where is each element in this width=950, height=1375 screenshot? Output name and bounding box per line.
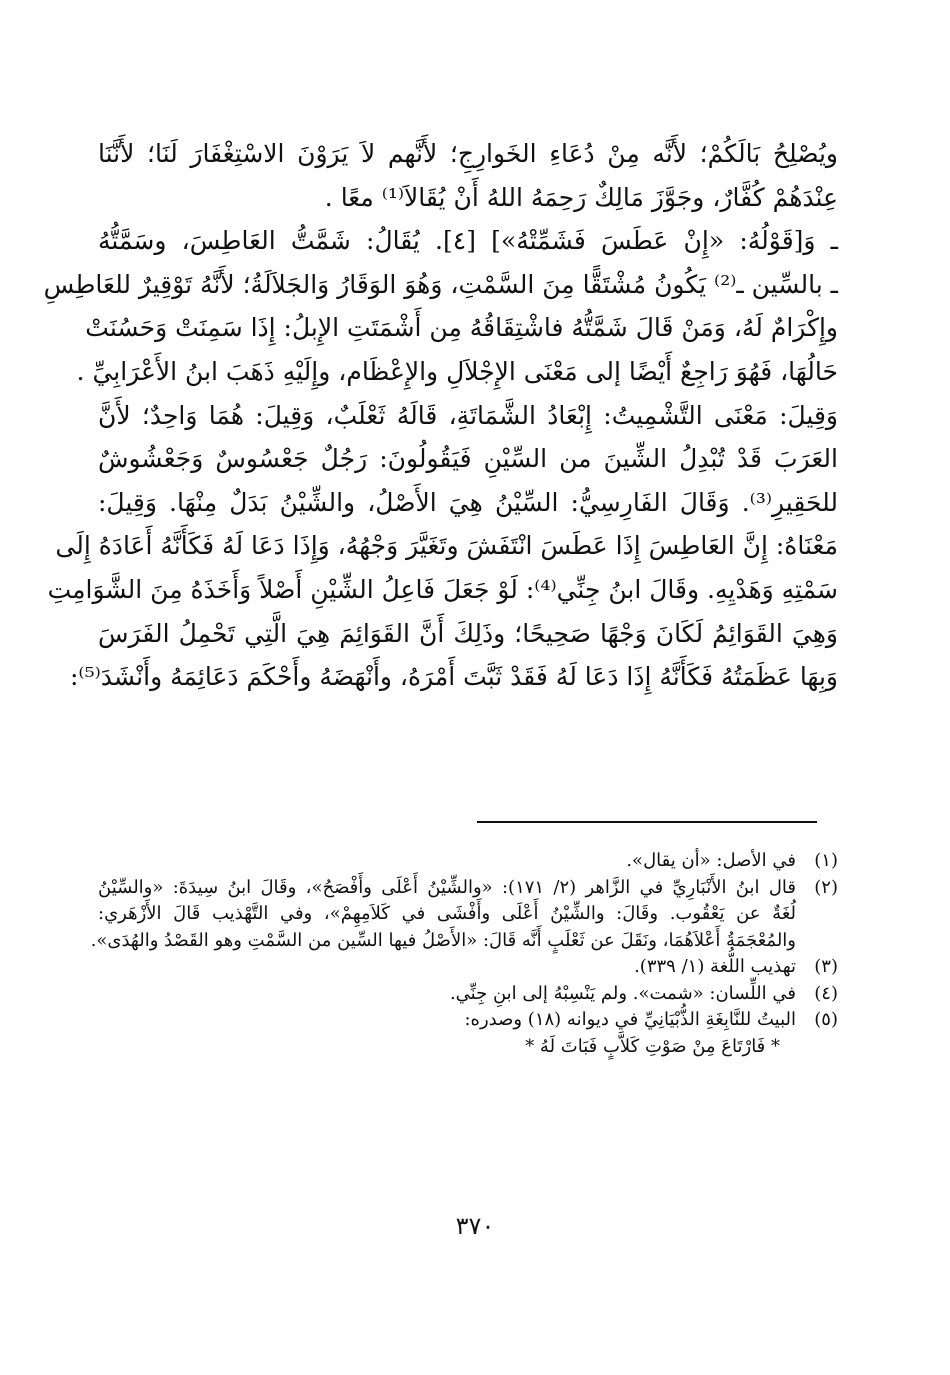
text-line: وَبِهَا عَظَمَتُهُ فَكَأَنَّهُ إِذَا دَعَا لَهُ فَقَدْ ثَبَّتَ أَمْرَهُ، وأَنْهَضَهُ وأَحْكَمَ دَعَائِمَهُ وأَنْشَدَ⁽⁵⁾: [69, 662, 838, 692]
text-line: للحَقِيرِ⁽³⁾. وَقَالَ الفَارِسِيُّ: السِّيْنُ هِيَ الأَصْلُ، والشِّيْنُ بَدَلٌ مِنْهَا. وَقِيلَ: [98, 487, 838, 517]
footnote-number: (٣) [814, 956, 838, 977]
footnote-number: (٤) [814, 982, 838, 1004]
verse-line: * فَارْتَاعَ مِنْ صَوْتِ كَلاَّبٍ فَبَاتَ لَهُ * [525, 1035, 780, 1057]
footnote [90, 875, 838, 955]
footnote-text: قال ابنُ الأَنْبَارِيِّ في الزَّاهر (٢/ ١٧١): «والشِّيْنُ أَعْلَى وأَفْصَحُ»، وقَالَ ابنُ سِيدَةَ: «والسِّيْنُ [98, 876, 796, 898]
page-number: ٣٧٠ [455, 1212, 495, 1240]
text-line: العَرَبَ قَدْ تُبْدِلُ الشِّينَ من السِّيْنِ فَيَقُولُونَ: رَجُلٌ جَعْسُوسٌ وَجَعْشُوشٌ [98, 444, 838, 474]
text-line: ويُصْلِحُ بَالَكُمْ؛ لأَنَّه مِنْ دُعَاءِ الخَوارِجِ؛ لأَنَّهم لاَ يَرَوْنَ الاسْتِغْفَارَ لَنَا؛ لأَنَّنَا [98, 139, 838, 168]
text-line: ـ بالسِّين ـ⁽²⁾ يَكُونُ مُشْتَقًّا مِنَ السَّمْتِ، وَهُوَ الوَقَارُ وَالجَلاَلَةُ؛ لأَنَّهُ تَوْقِيرٌ للعَاطِسِ [43, 269, 838, 299]
footnote [98, 848, 838, 875]
footnote-text: تهذيب اللُّغة (١/ ٣٣٩). [634, 956, 796, 977]
footnote-text: لُغَةٌ عن يَعْقُوب. وقَالَ: والشِّيْنُ أَعْلَى وأَفْشَى في كَلاَمِهِمْ»، وفي التَّهْذيب قَالَ الأَزْهَري: [98, 903, 796, 924]
text-line: وإِكْرَامٌ لَهُ، وَمَنْ قَالَ شَمَّتُّهُ فاشْتِقَاقُهُ مِن أَشْمَتَتِ الإِبلُ: إِذَا سَمِنَتْ وَحَسُنَتْ [85, 313, 838, 343]
text-line: وَقِيلَ: مَعْنَى التَّشْمِيتُ: إِبْعَادُ الشَّمَاتَةِ، قَالَهُ ثَعْلَبٌ، وَقِيلَ: هُمَا وَاحِدٌ؛ لأَنَّ [98, 400, 838, 430]
text-line: حَالُهَا، فَهُوَ رَاجِعٌ أَيْضًا إلى مَعْنَى الإِجْلاَلِ والإِعْظَام، وإِلَيْهِ ذَهَبَ ابنُ الأَعْرَابِيِّ . [76, 356, 838, 386]
footnote [98, 981, 838, 1008]
text-line: عِنْدَهُمْ كُفَّارٌ، وجَوَّزَ مَالِكٌ رَحِمَهُ اللهُ أَنْ يُقَالاَ⁽¹⁾ معًا . [324, 182, 838, 212]
text-line: مَعْنَاهُ: إِنَّ العَاطِسَ إِذَا عَطَسَ انْتَفَشَ وتَغَيَّرَ وَجْهُهُ، وَإِذَا دَعَا لَهُ فَكَأَنَّهُ أَعَادَهُ إِلَى [55, 531, 838, 561]
text-line: سَمْتِهِ وَهَدْيِهِ. وقَالَ ابنُ جِنِّي⁽⁴⁾: لَوْ جَعَلَ فَاعِلُ الشِّيْنِ أَصْلاً وَأَخَذَهُ مِنَ الشَّوَامِتِ [47, 574, 838, 604]
footnote-number: (١) [814, 850, 838, 871]
text-line: وَهِيَ القَوَائِمُ لَكَانَ وَجْهًا صَحِيحًا؛ وذَلِكَ أَنَّ القَوَائِمَ هِيَ الَّتِي تَحْمِلُ الفَرَسَ [98, 618, 838, 648]
footnote-text: في الأصل: «أن يقال». [626, 850, 796, 871]
text-line: ـ وَ[قَوْلُهُ: «إِنْ عَطَسَ فَشَمِّتْهُ»] [٤]. يُقَالُ: شَمَّتُّ العَاطِسَ، وسَمَّتُّهُ [98, 226, 839, 256]
footnote-number: (٥) [814, 1009, 838, 1030]
footnote [98, 954, 838, 981]
footnote-separator [477, 821, 817, 823]
footnote [98, 1007, 838, 1060]
footnote-text: البيتُ للنَّابِغَةِ الذُّبْيَانِيِّ في ديوانه (١٨) وصدره: [464, 1009, 796, 1030]
footnote-number: (٢) [814, 876, 838, 898]
main-text [43, 132, 839, 699]
footnote-text: والمُعْجَمَةُ أَعْلاَهُمَا، ونَقَلَ عن ثَعْلَبٍ أَنَّه قَالَ: «الأَصْلُ فيها السِّين من السَّمْتِ وهو القَصْدُ والهُدَى». [90, 929, 796, 951]
footnotes [90, 848, 838, 1060]
footnote-text: في اللِّسان: «شمت». ولم يَنْسِبْهُ إلى ابنِ جِنِّي. [449, 982, 796, 1004]
